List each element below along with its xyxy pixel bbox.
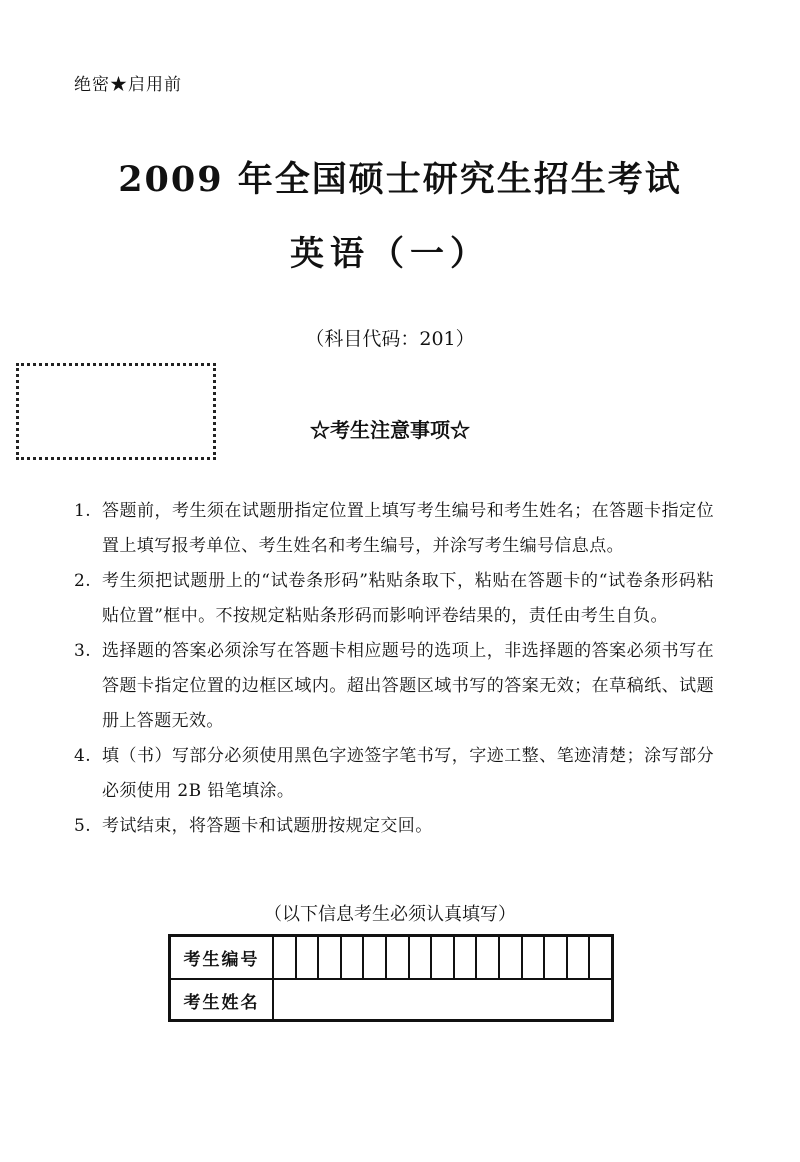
candidate-number-cell[interactable]	[500, 937, 523, 978]
candidate-number-cell[interactable]	[477, 937, 500, 978]
candidate-number-cell[interactable]	[364, 937, 387, 978]
notice-item-1	[74, 494, 714, 564]
candidate-number-cell[interactable]	[387, 937, 410, 978]
candidate-number-cell[interactable]	[590, 937, 611, 978]
notice-heading: ☆考生注意事项☆	[310, 418, 470, 442]
candidate-number-cell[interactable]	[410, 937, 433, 978]
candidate-info-table	[168, 934, 614, 1022]
candidate-number-row	[171, 937, 611, 978]
notice-text: 填（书）写部分必须使用黑色字迹签字笔书写，字迹工整、笔迹清楚；涂写部分必须使用 2B 铅笔填涂。	[102, 746, 714, 801]
notice-item-3	[74, 634, 714, 739]
candidate-number-cell[interactable]	[523, 937, 546, 978]
notice-number: 1.	[74, 501, 92, 521]
notice-number: 5.	[74, 816, 92, 836]
candidate-number-cell[interactable]	[297, 937, 320, 978]
candidate-number-cell[interactable]	[274, 937, 297, 978]
notice-number: 2.	[74, 571, 92, 591]
notice-list	[74, 494, 714, 844]
notice-text: 考试结束，将答题卡和试题册按规定交回。	[102, 816, 433, 836]
candidate-number-cell[interactable]	[319, 937, 342, 978]
notice-number: 3.	[74, 641, 92, 661]
notice-item-5	[74, 809, 714, 844]
exam-title: 2009 年全国硕士研究生招生考试	[118, 159, 682, 200]
candidate-number-cell[interactable]	[568, 937, 591, 978]
subject-code: （科目代码：201）	[305, 328, 475, 350]
candidate-number-cell[interactable]	[545, 937, 568, 978]
notice-text: 选择题的答案必须涂写在答题卡相应题号的选项上，非选择题的答案必须书写在答题卡指定位置的边框区域内。超出答题区域书写的答案无效；在草稿纸、试题册上答题无效。	[102, 641, 714, 731]
candidate-number-cell[interactable]	[455, 937, 478, 978]
notice-item-4	[74, 739, 714, 809]
candidate-number-cell[interactable]	[432, 937, 455, 978]
notice-item-2	[74, 564, 714, 634]
candidate-name-label: 考生姓名	[171, 980, 274, 1021]
barcode-sticker-area[interactable]	[16, 363, 216, 460]
secret-label: 绝密★启用前	[74, 75, 182, 95]
candidate-name-row	[171, 978, 611, 1021]
notice-number: 4.	[74, 746, 92, 766]
candidate-number-label: 考生编号	[171, 937, 274, 978]
candidate-number-cells	[274, 937, 611, 978]
candidate-name-field[interactable]	[274, 980, 611, 1021]
notice-text: 考生须把试题册上的“试卷条形码”粘贴条取下，粘贴在答题卡的“试卷条形码粘贴位置”框中。不按规定粘贴条形码而影响评卷结果的，责任由考生自负。	[102, 571, 714, 626]
notice-text: 答题前，考生须在试题册指定位置上填写考生编号和考生姓名；在答题卡指定位置上填写报考单位、考生姓名和考生编号，并涂写考生编号信息点。	[102, 501, 714, 556]
info-form-caption: （以下信息考生必须认真填写）	[264, 904, 516, 925]
exam-subtitle: 英语（一）	[290, 234, 490, 274]
candidate-number-cell[interactable]	[342, 937, 365, 978]
